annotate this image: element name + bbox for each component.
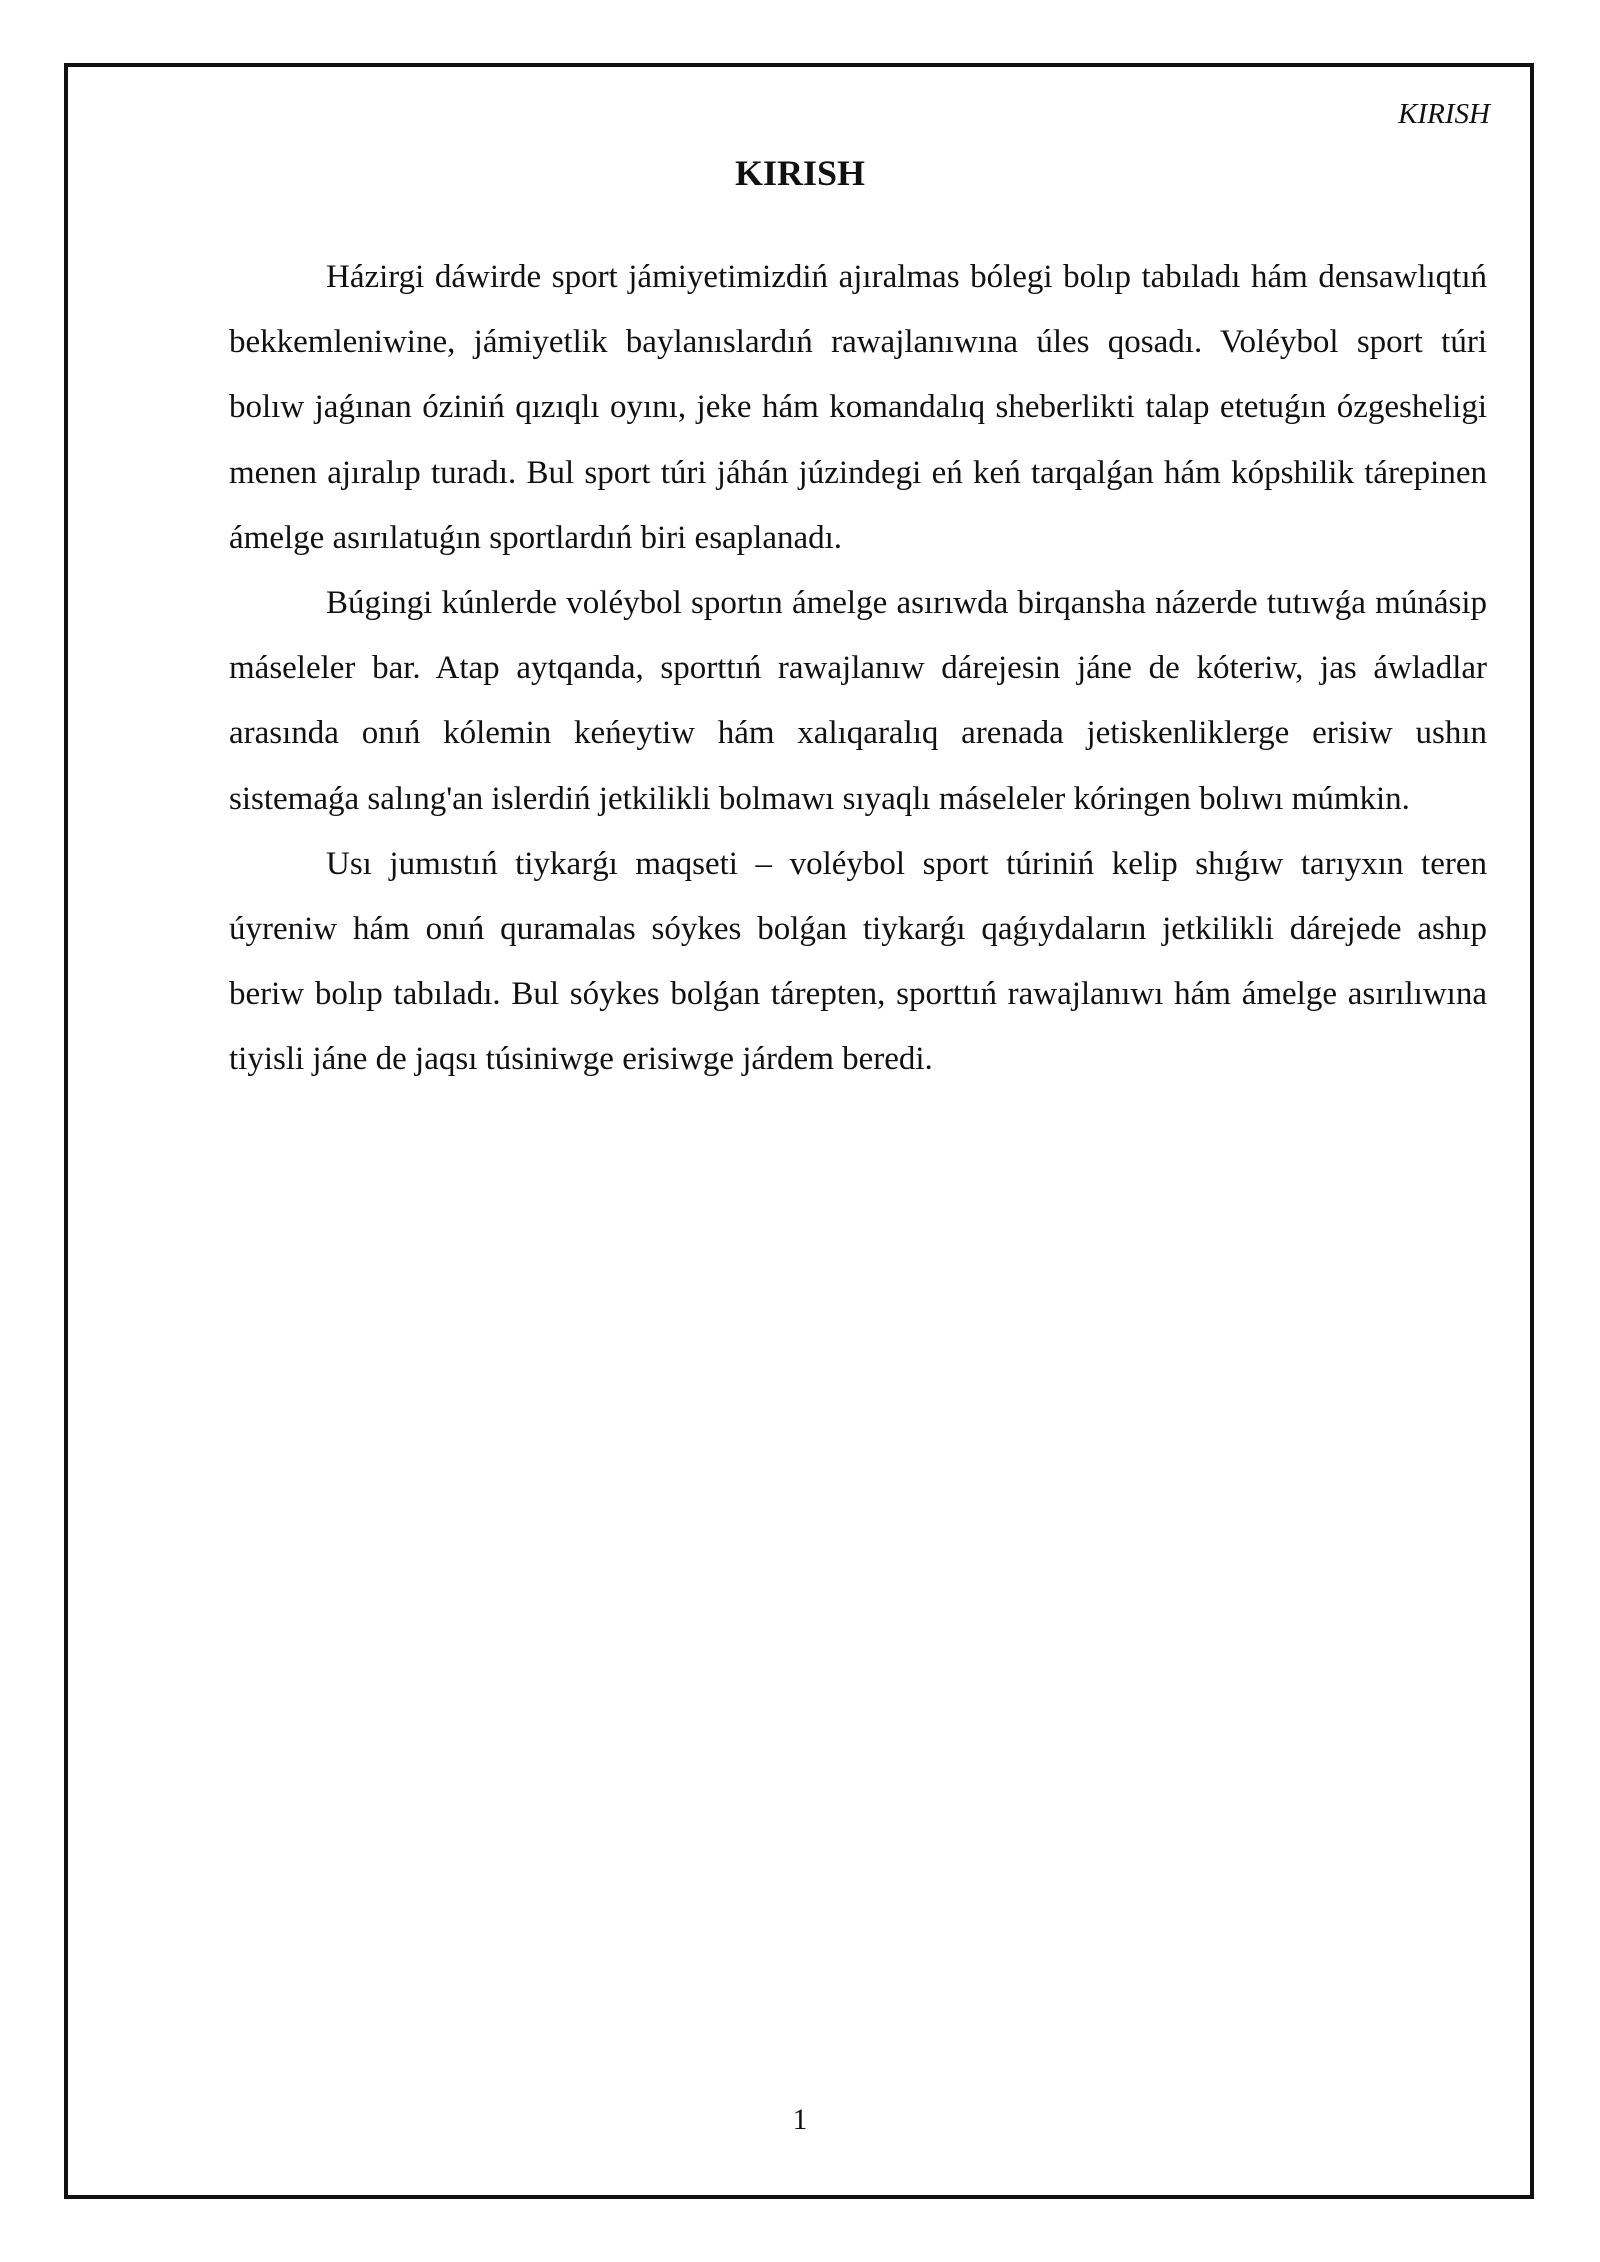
running-header: KIRISH xyxy=(1398,98,1490,130)
paragraph: Búgingi kúnlerde voléybol sportın ámelge asırıwda birqansha názerde tutıwǵa múnásip máseleler bar. Atap aytqanda, sporttıń rawajlanıw dárejesin jáne de kóteriw, jas áwladlar arasında onıń kólemin keńeytiw hám xalıqaralıq arenada jetiskenliklerge erisiw ushın sistemaǵa salıng'an islerdiń jetkilikli bolmawı sıyaqlı máseleler kóringen bolıwı múmkin. xyxy=(229,585,1487,817)
paragraph: Usı jumıstıń tiykarǵı maqseti – voléybol sport túriniń kelip shıǵıw tarıyxın teren úyreniw hám onıń quramalas sóykes bolǵan tiykarǵı qaǵıydaların jetkilikli dárejede ashıp beriw bolıp tabıladı. Bul sóykes bolǵan tárepten, sporttıń rawajlanıwı hám ámelge asırılıwına tiyisli jáne de jaqsı túsiniwge erisiwge járdem beredi. xyxy=(229,845,1487,1078)
page-number: 1 xyxy=(792,2103,808,2136)
paragraph: Házirgi dáwirde sport jámiyetimizdiń ajıralmas bólegi bolıp tabıladı hám densawlıqtıń bekkemleniwine, jámiyetlik baylanıslardıń rawajlanıwına úles qosadı. Voléybol sport túri bolıw jaǵınan óziniń qızıqlı oyını, jeke hám komandalıq sheberlikti talap etetuǵın ózgesheligi menen ajıralıp turadı. Bul sport túri jáhán júzindegi eń keń tarqalǵan hám kópshilik tárepinen ámelge asırılatuǵın sportlardıń biri esaplanadı. xyxy=(229,259,1487,556)
body-text xyxy=(229,245,1487,1093)
page-title: KIRISH xyxy=(734,153,866,193)
